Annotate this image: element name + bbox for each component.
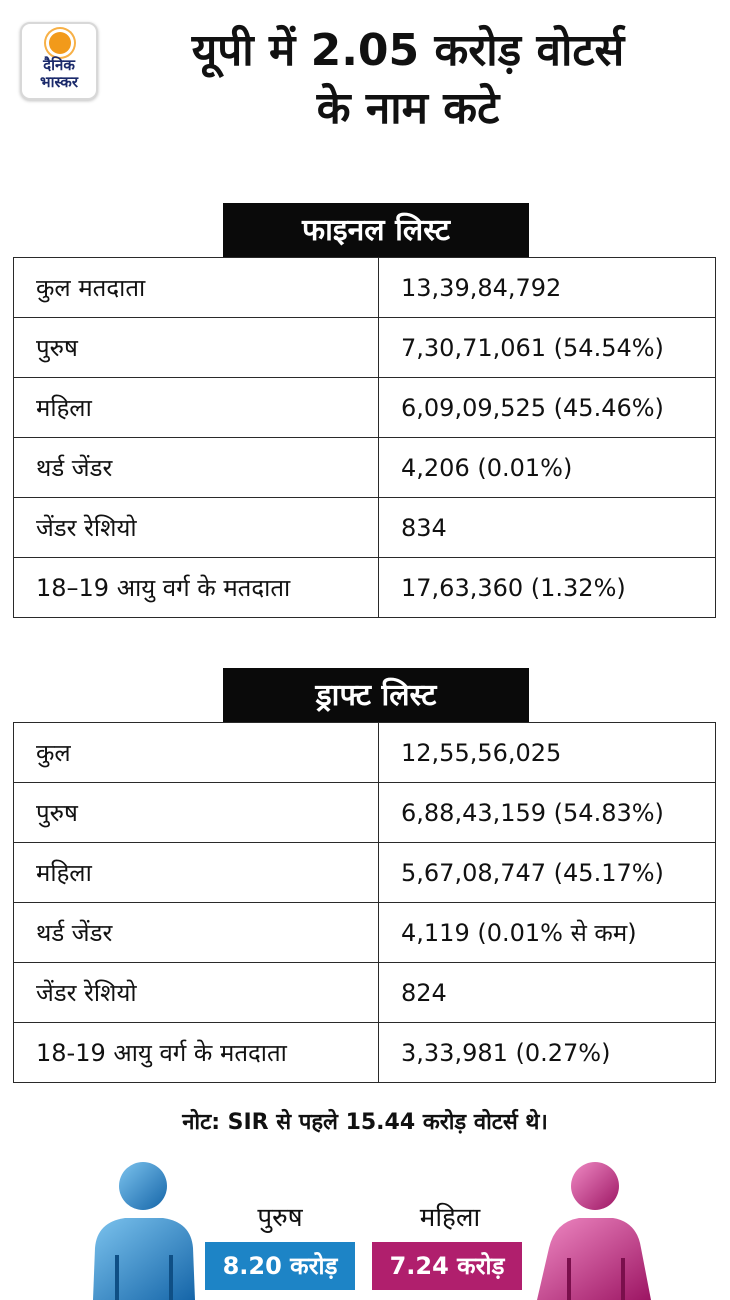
row-label: जेंडर रेशियो [14,963,379,1023]
table-row [14,963,716,1023]
dainik-bhaskar-logo [20,22,98,100]
logo-text-line2: भास्कर [40,73,78,91]
row-label: कुल मतदाता [14,258,379,318]
row-label: थर्ड जेंडर [14,903,379,963]
table-row [14,903,716,963]
row-value: 3,33,981 (0.27%) [379,1023,716,1083]
row-value: 6,88,43,159 (54.83%) [379,783,716,843]
row-value: 4,206 (0.01%) [379,438,716,498]
table-row [14,723,716,783]
row-value: 13,39,84,792 [379,258,716,318]
headline [108,22,708,138]
sun-icon [49,32,71,54]
table-row [14,783,716,843]
male-label: पुरुष [257,1203,303,1233]
row-label: 18–19 आयु वर्ग के मतदाता [14,558,379,618]
row-label: महिला [14,378,379,438]
row-value: 824 [379,963,716,1023]
headline-line2: के नाम कटे [316,83,500,134]
female-value-badge: 7.24 करोड़ [372,1242,522,1290]
draft-list-title: ड्राफ्ट लिस्ट [223,668,529,723]
headline-line1: यूपी में 2.05 करोड़ वोटर्स [191,25,625,76]
table-row [14,438,716,498]
row-label: 18-19 आयु वर्ग के मतदाता [14,1023,379,1083]
row-label: कुल [14,723,379,783]
footnote: नोट: SIR से पहले 15.44 करोड़ वोटर्स थे। [182,1110,548,1135]
table-row [14,498,716,558]
male-value-badge: 8.20 करोड़ [205,1242,355,1290]
draft-list-table [13,722,716,1083]
row-label: महिला [14,843,379,903]
row-label: जेंडर रेशियो [14,498,379,558]
table-row [14,378,716,438]
table-row [14,558,716,618]
table-row [14,318,716,378]
row-label: पुरुष [14,318,379,378]
final-list-title: फाइनल लिस्ट [223,203,529,258]
table-row [14,1023,716,1083]
row-value: 12,55,56,025 [379,723,716,783]
female-label: महिला [419,1203,481,1233]
table-row [14,843,716,903]
row-value: 5,67,08,747 (45.17%) [379,843,716,903]
row-value: 6,09,09,525 (45.46%) [379,378,716,438]
row-value: 4,119 (0.01% से कम) [379,903,716,963]
female-person-icon [517,1160,657,1300]
row-label: पुरुष [14,783,379,843]
row-value: 834 [379,498,716,558]
row-value: 7,30,71,061 (54.54%) [379,318,716,378]
final-list-table [13,257,716,618]
row-label: थर्ड जेंडर [14,438,379,498]
table-row [14,258,716,318]
logo-text-line1: दैनिक [43,56,75,74]
male-person-icon [85,1160,220,1300]
row-value: 17,63,360 (1.32%) [379,558,716,618]
